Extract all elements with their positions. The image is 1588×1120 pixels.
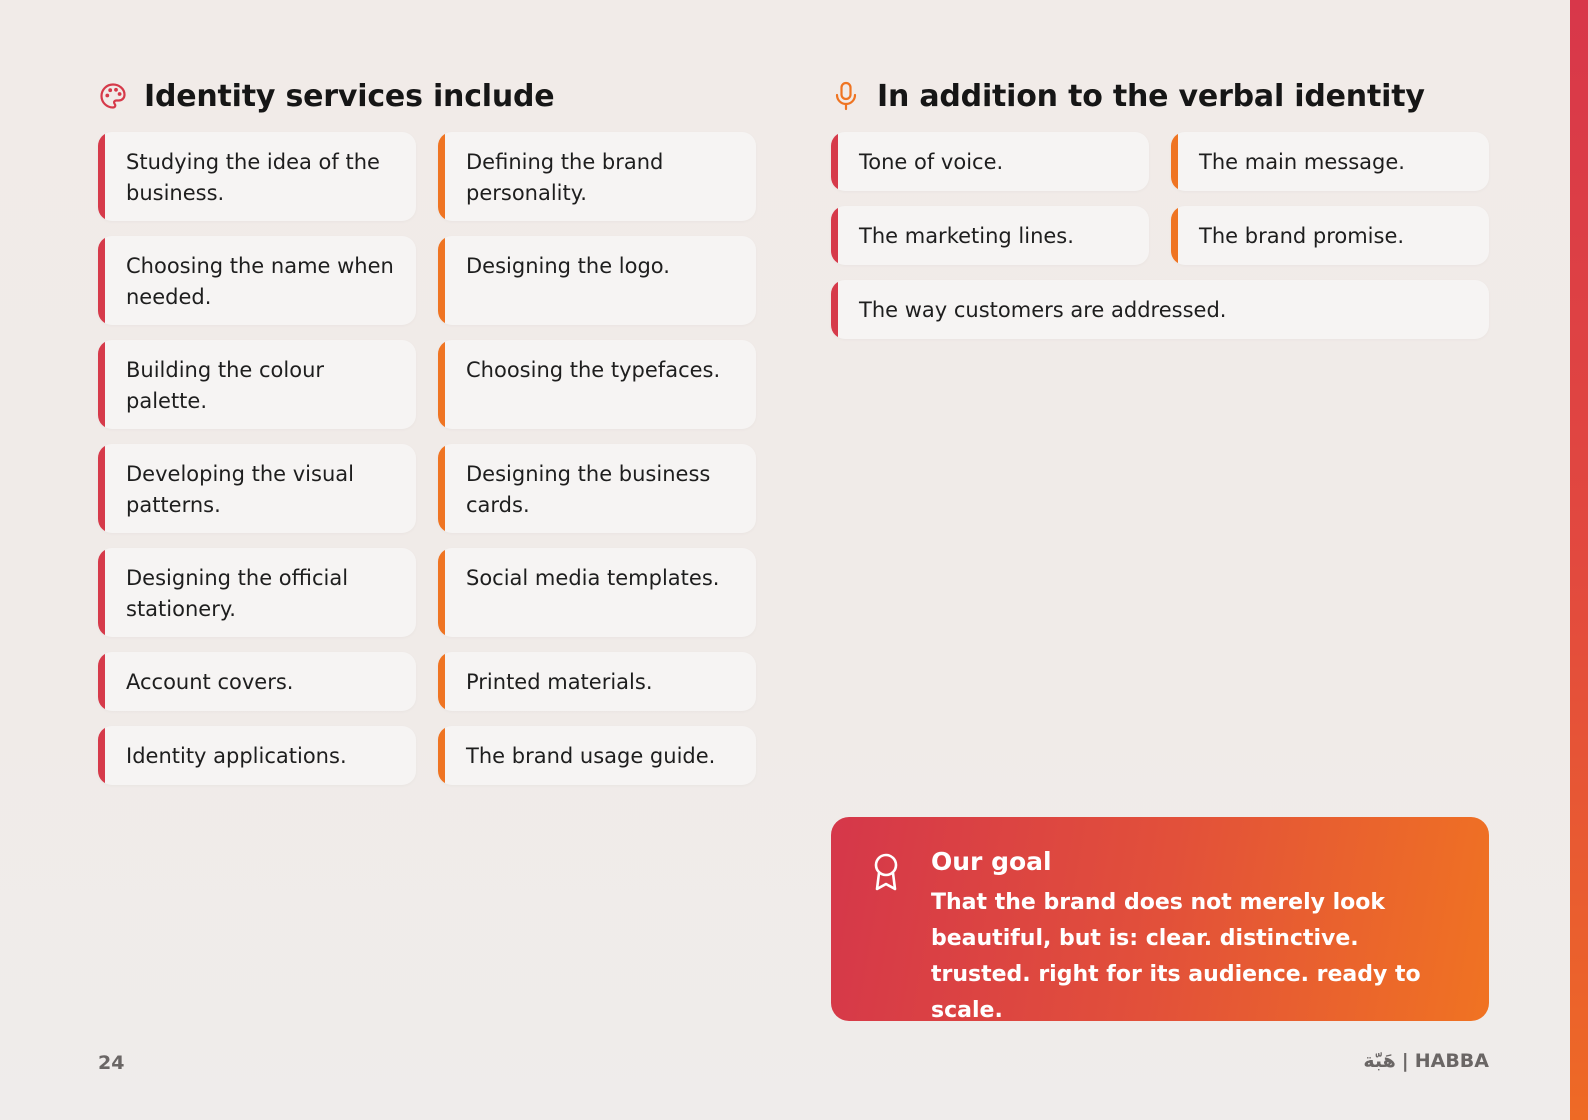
identity-services-header bbox=[98, 76, 554, 116]
verbal-item bbox=[1171, 132, 1489, 191]
palette-icon bbox=[98, 81, 128, 111]
service-item bbox=[438, 340, 756, 429]
microphone-icon bbox=[831, 81, 861, 111]
service-item-label: Identity applications. bbox=[126, 744, 347, 768]
identity-services-list bbox=[98, 132, 756, 785]
verbal-item-label: Tone of voice. bbox=[859, 150, 1004, 174]
verbal-identity-list bbox=[831, 132, 1489, 339]
service-item-label: The brand usage guide. bbox=[466, 744, 716, 768]
verbal-item bbox=[831, 132, 1149, 191]
service-item bbox=[438, 652, 756, 711]
brand-separator: | bbox=[1401, 1050, 1409, 1072]
verbal-identity-header bbox=[831, 76, 1425, 116]
brand-latin: HABBA bbox=[1414, 1050, 1489, 1072]
page-number: 24 bbox=[98, 1052, 125, 1074]
service-item-label: Studying the idea of the business. bbox=[126, 150, 380, 205]
service-item bbox=[438, 132, 756, 221]
service-item-label: Account covers. bbox=[126, 670, 294, 694]
service-item-label: Building the colour palette. bbox=[126, 358, 325, 413]
verbal-item-label: The main message. bbox=[1199, 150, 1405, 174]
service-item bbox=[98, 652, 416, 711]
service-item-label: Developing the visual patterns. bbox=[126, 462, 354, 517]
service-item-label: Defining the brand personality. bbox=[466, 150, 664, 205]
verbal-item-label: The brand promise. bbox=[1199, 224, 1405, 248]
service-item bbox=[438, 548, 756, 637]
service-item bbox=[438, 444, 756, 533]
service-item bbox=[98, 444, 416, 533]
section-title: Identity services include bbox=[144, 78, 555, 114]
service-item-label: Social media templates. bbox=[466, 566, 720, 590]
award-ribbon-icon bbox=[871, 853, 901, 893]
service-item-label: Designing the official stationery. bbox=[126, 566, 349, 621]
service-item-label: Designing the logo. bbox=[466, 254, 670, 278]
goal-text: That the brand does not merely look beautiful, but is: clear. distinctive. trusted. right for its audience. ready to scale. bbox=[931, 890, 1421, 1023]
service-item bbox=[438, 236, 756, 325]
verbal-item-label: The marketing lines. bbox=[859, 224, 1074, 248]
section-title: In addition to the verbal identity bbox=[877, 78, 1425, 114]
service-item bbox=[98, 340, 416, 429]
service-item bbox=[438, 726, 756, 785]
edge-accent-bar bbox=[1570, 0, 1588, 1120]
service-item-label: Choosing the name when needed. bbox=[126, 254, 394, 309]
service-item bbox=[98, 726, 416, 785]
goal-title: Our goal bbox=[931, 847, 1052, 876]
service-item bbox=[98, 548, 416, 637]
verbal-item-label: The way customers are addressed. bbox=[859, 298, 1227, 322]
verbal-item bbox=[1171, 206, 1489, 265]
brand-arabic: هَبّة bbox=[1363, 1050, 1396, 1072]
verbal-item bbox=[831, 280, 1489, 339]
goal-callout bbox=[831, 817, 1489, 1021]
service-item bbox=[98, 236, 416, 325]
service-item-label: Printed materials. bbox=[466, 670, 653, 694]
verbal-item bbox=[831, 206, 1149, 265]
service-item-label: Designing the business cards. bbox=[466, 462, 711, 517]
brand-mark bbox=[1363, 1050, 1489, 1072]
service-item bbox=[98, 132, 416, 221]
service-item-label: Choosing the typefaces. bbox=[466, 358, 721, 382]
